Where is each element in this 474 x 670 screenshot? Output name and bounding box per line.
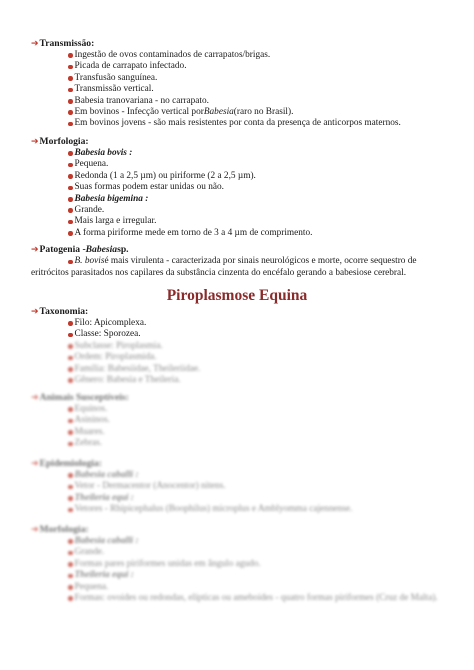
bullet-icon (68, 344, 73, 349)
bullet-icon (68, 539, 73, 544)
list-item: Ordem: Piroplasmida. (68, 352, 454, 363)
list-item: Babesia caballi : (68, 470, 454, 481)
bullet-icon (68, 430, 73, 435)
list-item: Família: Babesiidae, Theileriidae. (68, 364, 454, 375)
section-epidemiologia (31, 458, 454, 516)
bullet-icon (68, 321, 73, 326)
bullet-icon (68, 220, 73, 225)
bullet-icon (68, 574, 73, 579)
arrow-right-icon: ➔ (31, 245, 39, 255)
heading-animais: ➔ Animais Susceptíveis: (31, 392, 129, 403)
section-taxonomia (31, 306, 454, 386)
bullet-icon (68, 53, 73, 58)
bullet-icon (68, 585, 73, 590)
arrow-right-icon: ➔ (31, 393, 39, 403)
list-item: Filo: Apicomplexa. (68, 318, 454, 329)
list-item: Zebras. (68, 438, 454, 449)
list-item: Pequena. (68, 159, 454, 170)
arrow-right-icon: ➔ (31, 39, 39, 49)
heading-morfologia-equina: ➔ Morfologia: (31, 524, 89, 535)
bullet-icon (68, 174, 73, 179)
bullet-icon (68, 442, 73, 447)
bullet-icon (68, 76, 73, 81)
bullet-icon (68, 110, 73, 115)
paragraph-patogenia (31, 256, 454, 279)
bullet-icon (68, 197, 73, 202)
list-item: Grande. (68, 205, 454, 216)
bullet-icon (68, 596, 73, 601)
list-item: Babesia tranovariana - no carrapato. (68, 96, 454, 107)
bullet-icon (68, 367, 73, 372)
list-item: Subclasse: Piroplasmia. (68, 341, 454, 352)
list-animais (31, 404, 454, 450)
bullet-icon (68, 551, 73, 556)
bullet-icon (68, 186, 73, 191)
paragraph-line: eritrócitos parasitados nos capilares da substância cinzenta do encéfalo gerando a babesiose cerebral. (31, 267, 407, 278)
list-item: Gênero: Babesia e Theileria. (68, 375, 454, 386)
list-item-subheading: Babesia bigemina : (68, 194, 454, 205)
list-epidemiologia (31, 470, 454, 516)
list-item: Picada de carrapato infectado. (68, 61, 454, 72)
arrow-right-icon: ➔ (31, 459, 39, 469)
bullet-icon (68, 122, 73, 127)
section-animais (31, 392, 454, 450)
list-item-subheading: Babesia bovis : (68, 148, 454, 159)
list-item: Theileria equi : (68, 493, 454, 504)
list-morfologia-equina (31, 536, 454, 604)
section-transmissao (31, 38, 454, 130)
list-item: Redonda (1 a 2,5 µm) ou piriforme (2 a 2,5 µm). (68, 171, 454, 182)
heading-patogenia: ➔ Patogenia - Babesia sp. (31, 244, 129, 255)
list-item: Transmissão vertical. (68, 84, 454, 95)
bullet-icon (68, 231, 73, 236)
list-item: Formas: ovoides ou redondas, elípticas ou ameboides - quatro formas piriformes (Cruz de Malta). (68, 593, 454, 604)
paragraph-line: B. bovis é mais virulenta - caracterizada por sinais neurológicos e morte, ocorre sequestro de (31, 256, 454, 268)
list-item: Transfusão sanguínea. (68, 73, 454, 84)
section-morfologia (31, 136, 454, 239)
bullet-icon (68, 356, 73, 361)
bullet-icon (68, 496, 73, 501)
arrow-right-icon: ➔ (31, 307, 39, 317)
bullet-icon (68, 208, 73, 213)
list-item: Muares. (68, 427, 454, 438)
bullet-icon (68, 473, 73, 478)
list-item: Suas formas podem estar unidas ou não. (68, 182, 454, 193)
bullet-icon (68, 260, 73, 265)
page-title: Piroplasmose Equina (166, 287, 308, 304)
list-transmissao (31, 50, 454, 130)
heading-transmissao: ➔ Transmissão: (31, 38, 95, 49)
bullet-icon (68, 333, 73, 338)
bullet-icon (68, 65, 73, 70)
arrow-right-icon: ➔ (31, 137, 39, 147)
bullet-icon (68, 378, 73, 383)
list-item: Vetores - Rhipicephalus (Boophilus) microplus e Amblyomma cajennense. (68, 504, 454, 515)
list-item: Grande. (68, 547, 454, 558)
bullet-icon (68, 407, 73, 412)
list-item: Mais larga e irregular. (68, 216, 454, 227)
list-item: Em bovinos jovens - são mais resistentes por conta da presença de anticorpos maternos. (68, 118, 454, 129)
list-item: Theileria equi : (68, 570, 454, 581)
bullet-icon (68, 485, 73, 490)
bullet-icon (68, 163, 73, 168)
list-item: Equinos. (68, 404, 454, 415)
list-item: Classe: Sporozea. (68, 329, 454, 340)
list-item: Pequena. (68, 582, 454, 593)
list-item: Vetor - Dermacentor (Anocentor) nitens. (68, 481, 454, 492)
list-taxonomia (31, 318, 454, 341)
list-morfologia (31, 148, 454, 239)
list-taxonomia-blurred (31, 341, 454, 387)
bullet-icon (68, 99, 73, 104)
list-item: Ingestão de ovos contaminados de carrapatos/brigas. (68, 50, 454, 61)
bullet-icon (68, 562, 73, 567)
heading-morfologia: ➔ Morfologia: (31, 136, 89, 147)
bullet-icon (68, 508, 73, 513)
heading-epidemiologia: ➔ Epidemiologia: (31, 458, 102, 469)
section-patogenia (31, 244, 454, 279)
arrow-right-icon: ➔ (31, 525, 39, 535)
list-item: Em bovinos - Infecção vertical por Babesia (raro no Brasil). (68, 107, 454, 118)
heading-taxonomia: ➔ Taxonomia: (31, 306, 89, 317)
bullet-icon (68, 151, 73, 156)
list-item: A forma piriforme mede em torno de 3 a 4 µm de comprimento. (68, 228, 454, 239)
bullet-icon (68, 88, 73, 93)
bullet-icon (68, 419, 73, 424)
list-item: Formas pares piriformes unidas em ângulo agudo. (68, 559, 454, 570)
list-item: Babesia caballi : (68, 536, 454, 547)
list-item: Asininos. (68, 415, 454, 426)
section-morfologia-equina (31, 524, 454, 604)
